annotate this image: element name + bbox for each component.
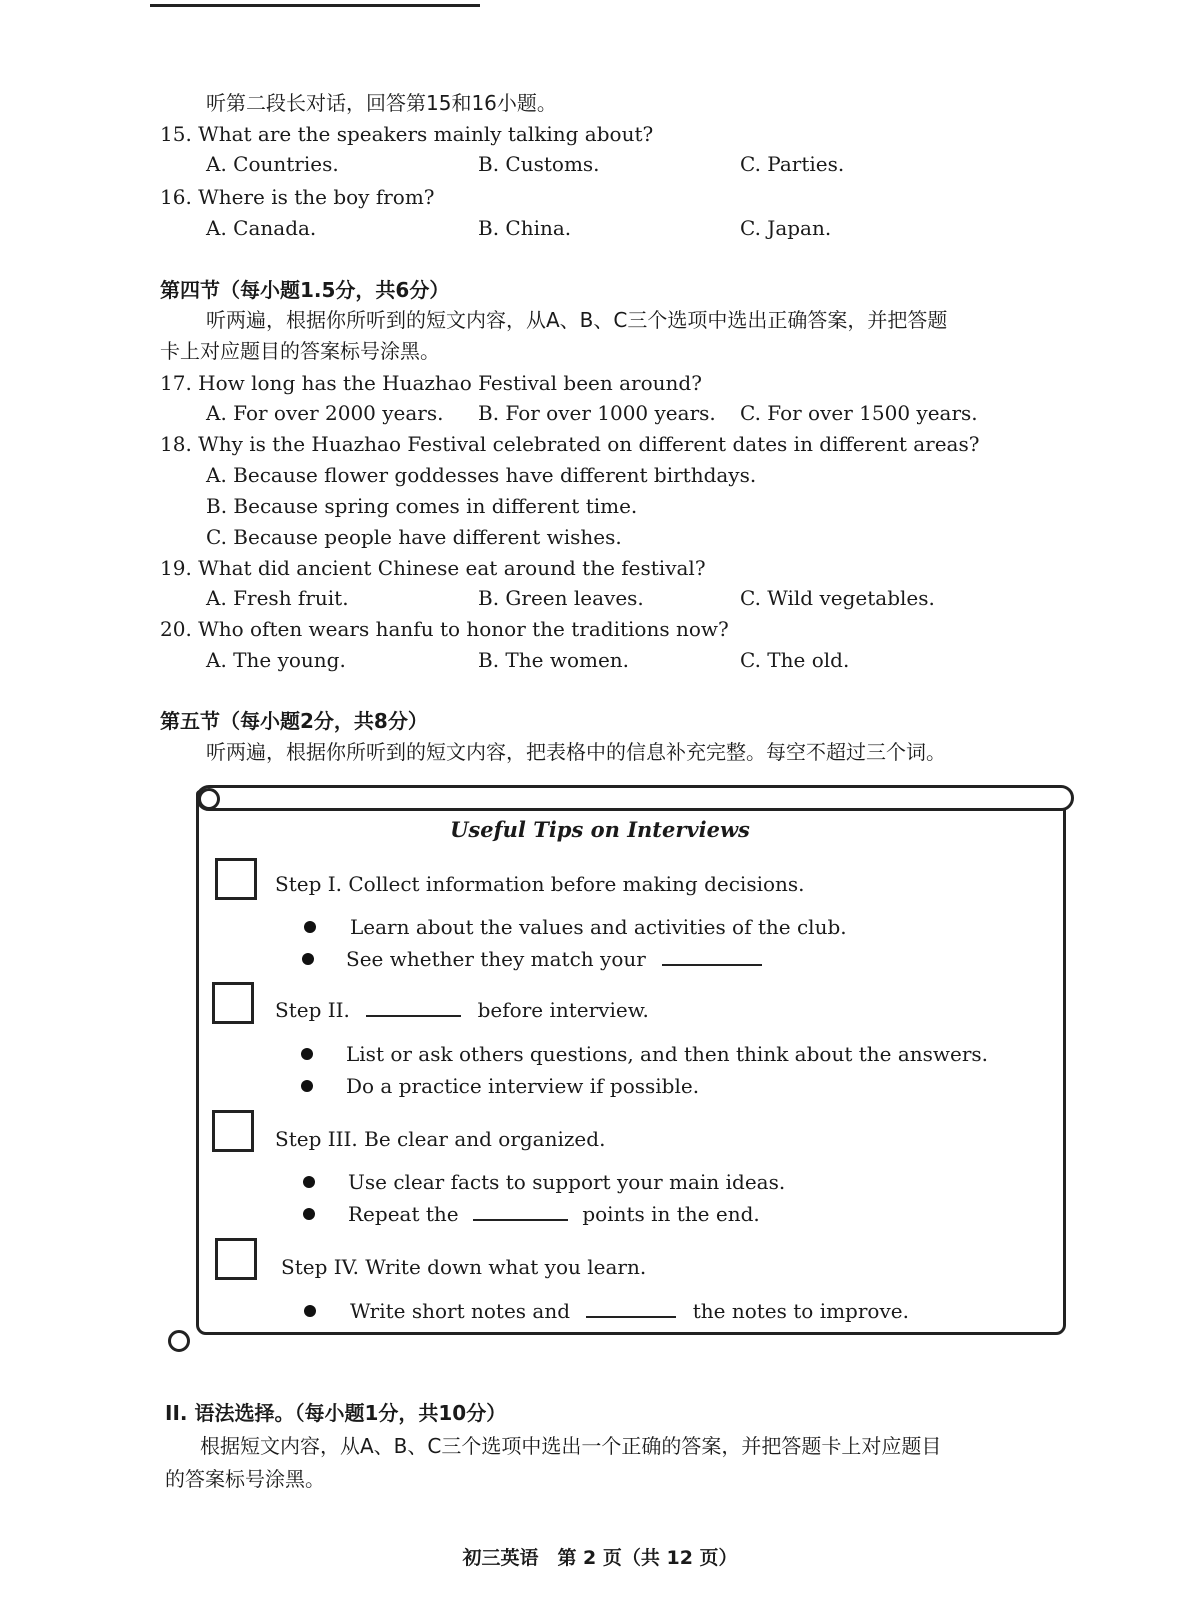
- step4-bullet1: [350, 1298, 909, 1324]
- step3-checkbox[interactable]: [212, 1110, 254, 1152]
- section5-instruction: 听两遍，根据你所听到的短文内容，把表格中的信息补充完整。每空不超过三个词。: [206, 740, 946, 764]
- question-17: 17. How long has the Huazhao Festival been around?: [160, 371, 702, 395]
- tips-title: Useful Tips on Interviews: [450, 817, 750, 842]
- page-footer: 初三英语 第 2 页（共 12 页）: [462, 1547, 738, 1569]
- bullet-icon: [304, 921, 316, 933]
- section4-header: 第四节（每小题1.5分，共6分）: [160, 278, 450, 302]
- answer-blank-4[interactable]: [586, 1298, 676, 1318]
- q16-option-b: B. China.: [478, 216, 572, 240]
- step4-bullet1-post: the notes to improve.: [692, 1299, 909, 1323]
- step2-bullet1: List or ask others questions, and then think about the answers.: [346, 1042, 989, 1066]
- q18-option-b: B. Because spring comes in different time.: [206, 494, 638, 518]
- scroll-top-roll: [196, 785, 1074, 811]
- bullet-icon: [304, 1305, 316, 1317]
- question-16: 16. Where is the boy from?: [160, 185, 435, 209]
- section4-instruction-2: 卡上对应题目的答案标号涂黑。: [160, 339, 440, 363]
- step4-text: Step IV. Write down what you learn.: [281, 1255, 647, 1279]
- step3-bullet2-post: points in the end.: [582, 1202, 760, 1226]
- q18-option-c: C. Because people have different wishes.: [206, 525, 622, 549]
- part2-instruction-1: 根据短文内容，从A、B、C三个选项中选出一个正确的答案，并把答题卡上对应题目: [200, 1434, 942, 1458]
- question-19: 19. What did ancient Chinese eat around the festival?: [160, 556, 706, 580]
- bullet-icon: [301, 1048, 313, 1060]
- q17-option-b: B. For over 1000 years.: [478, 401, 716, 425]
- q20-option-a: A. The young.: [206, 648, 346, 672]
- answer-blank-3[interactable]: [473, 1201, 568, 1221]
- step2-text-pre: Step II.: [275, 998, 350, 1022]
- step1-bullet2-text: See whether they match your: [346, 947, 646, 971]
- question-15: 15. What are the speakers mainly talking about?: [160, 122, 654, 146]
- q19-option-b: B. Green leaves.: [478, 586, 644, 610]
- step3-bullet2: [348, 1201, 760, 1227]
- q19-option-a: A. Fresh fruit.: [206, 586, 349, 610]
- step3-bullet1: Use clear facts to support your main ideas.: [348, 1170, 786, 1194]
- q19-option-c: C. Wild vegetables.: [740, 586, 935, 610]
- q18-option-a: A. Because flower goddesses have different birthdays.: [206, 463, 757, 487]
- bullet-icon: [302, 953, 314, 965]
- section4-instruction-1: 听两遍，根据你所听到的短文内容，从A、B、C三个选项中选出正确答案，并把答题: [206, 308, 948, 332]
- step2-bullet2: Do a practice interview if possible.: [346, 1074, 700, 1098]
- question-20: 20. Who often wears hanfu to honor the traditions now?: [160, 617, 729, 641]
- step2-text-post: before interview.: [477, 998, 649, 1022]
- q16-option-c: C. Japan.: [740, 216, 832, 240]
- step1-bullet2: [346, 946, 762, 972]
- step2-checkbox[interactable]: [212, 982, 254, 1024]
- bullet-icon: [301, 1080, 313, 1092]
- answer-blank-1[interactable]: [662, 946, 762, 966]
- question-18: 18. Why is the Huazhao Festival celebrated on different dates in different areas?: [160, 432, 980, 456]
- bullet-icon: [303, 1208, 315, 1220]
- step2-text: [275, 997, 649, 1023]
- q15-option-b: B. Customs.: [478, 152, 600, 176]
- q20-option-c: C. The old.: [740, 648, 850, 672]
- scroll-curl-bottom-icon: [168, 1330, 190, 1352]
- q16-option-a: A. Canada.: [206, 216, 317, 240]
- q20-option-b: B. The women.: [478, 648, 630, 672]
- step1-bullet1: Learn about the values and activities of the club.: [350, 915, 847, 939]
- dialog2-intro: 听第二段长对话，回答第15和16小题。: [206, 91, 557, 115]
- q17-option-a: A. For over 2000 years.: [206, 401, 444, 425]
- bullet-icon: [303, 1176, 315, 1188]
- q17-option-c: C. For over 1500 years.: [740, 401, 978, 425]
- scroll-curl-top-icon: [198, 788, 220, 810]
- step1-text: Step I. Collect information before making decisions.: [275, 872, 805, 896]
- step3-text: Step III. Be clear and organized.: [275, 1127, 606, 1151]
- part2-instruction-2: 的答案标号涂黑。: [165, 1467, 325, 1491]
- section5-header: 第五节（每小题2分，共8分）: [160, 709, 428, 733]
- q15-option-c: C. Parties.: [740, 152, 845, 176]
- step3-bullet2-pre: Repeat the: [348, 1202, 459, 1226]
- top-rule: [150, 4, 480, 7]
- part2-header: II. 语法选择。（每小题1分，共10分）: [165, 1401, 507, 1425]
- answer-blank-2[interactable]: [366, 997, 461, 1017]
- step4-checkbox[interactable]: [215, 1238, 257, 1280]
- step1-checkbox[interactable]: [215, 858, 257, 900]
- step4-bullet1-pre: Write short notes and: [350, 1299, 571, 1323]
- q15-option-a: A. Countries.: [206, 152, 339, 176]
